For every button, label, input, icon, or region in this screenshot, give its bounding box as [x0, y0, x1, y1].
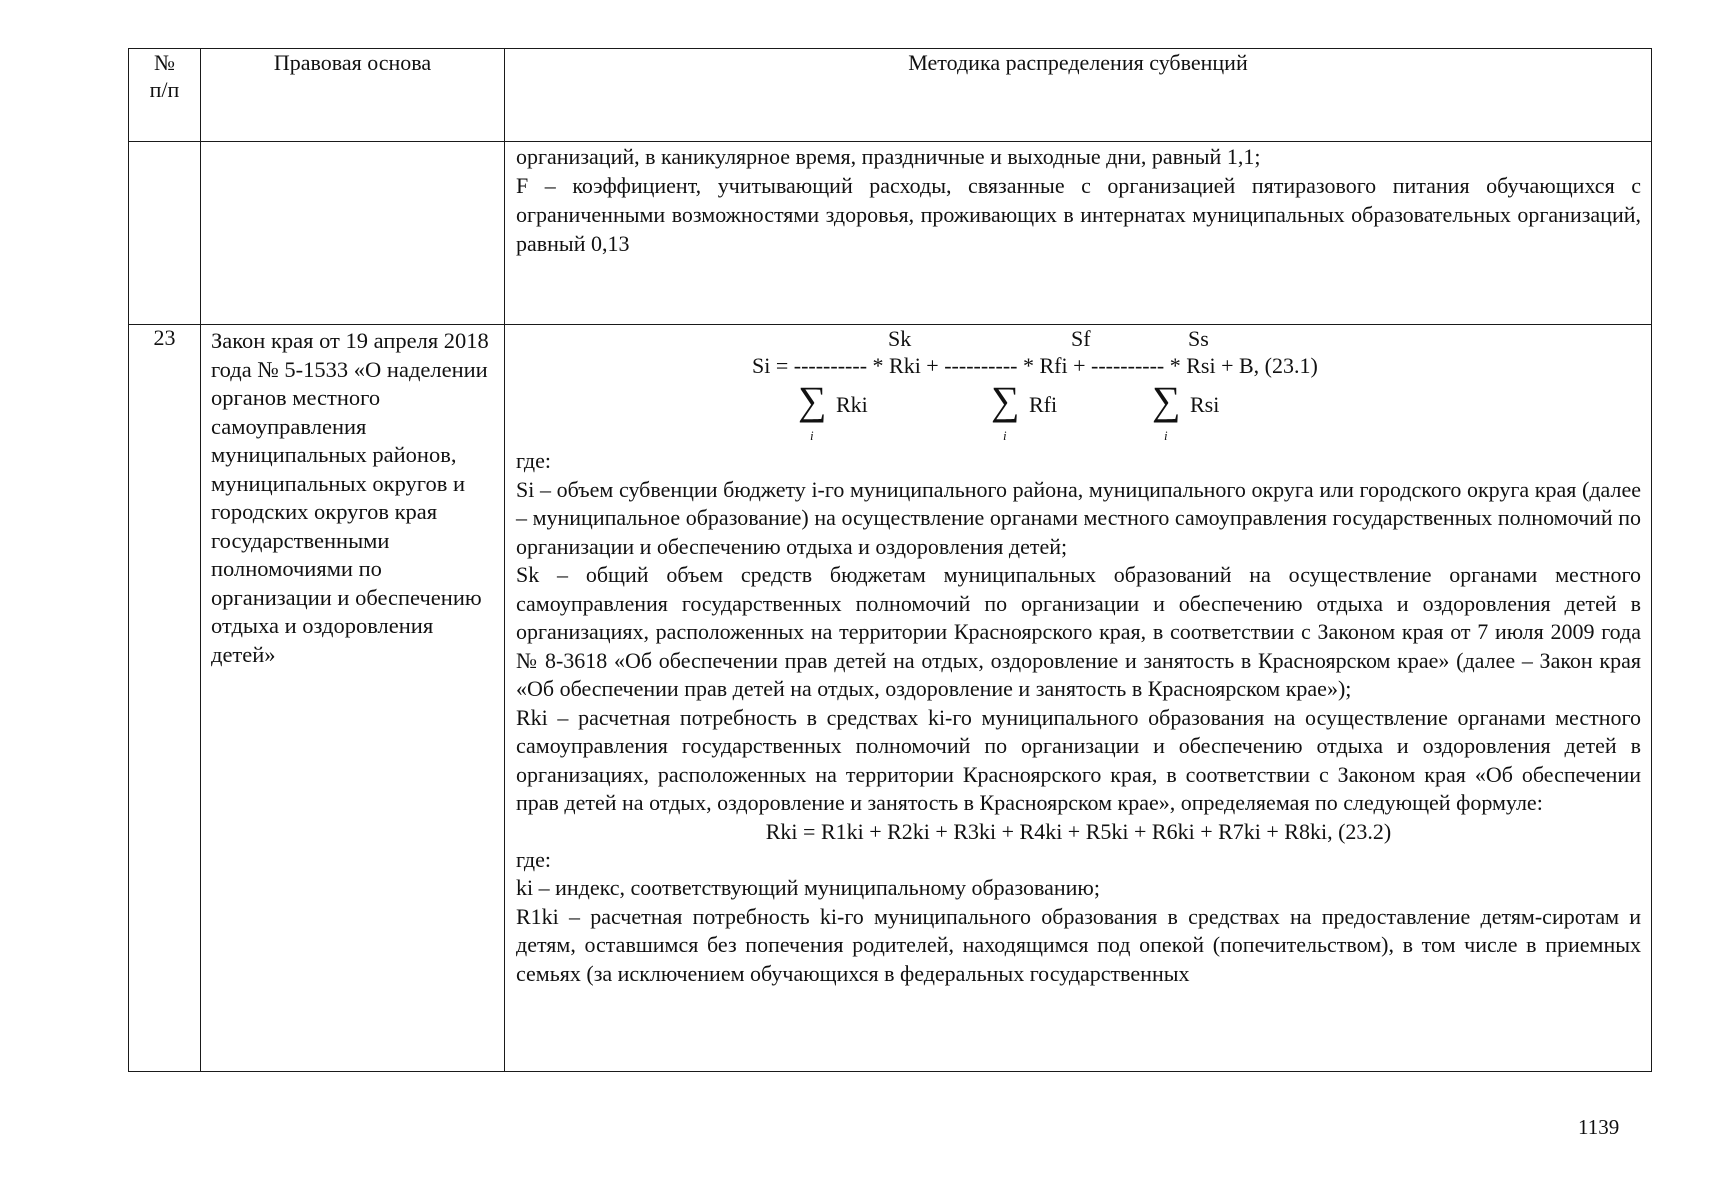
numerator-ss: Ss [1188, 326, 1209, 351]
prev-row-law-cell [201, 142, 505, 325]
denominator-rfi: Rfi [1029, 392, 1058, 417]
header-legal-basis: Правовая основа [201, 49, 505, 142]
continued-text [505, 142, 1651, 258]
table-row [129, 142, 1652, 325]
sigma-symbol: ∑ [991, 378, 1020, 423]
continued-line: организаций, в каникулярное время, праздничные и выходные дни, равный 1,1; [516, 144, 1261, 169]
denominator-rsi: Rsi [1190, 392, 1220, 417]
definition-r1ki: R1ki – расчетная потребность ki-го муниципального образования в средствах на предоставление детям-сиротам и детям, оставшимся без попечения родителей, находящимся под опекой (попечительством), в том числе в приемных семьях (за исключением обучающихся в федеральных государственных [516, 903, 1641, 986]
numerator-sf: Sf [1071, 326, 1091, 351]
definition-rki: Rki – расчетная потребность в средствах ki-го муниципального образования на осуществление органами местного самоуправления государственных полномочий по организации и обеспечению отдыха и оздоровления детей в организациях, расположенных на территории Красноярского края, в соответствии с Законом края «Об обеспечении прав детей на отдых, оздоровление и занятость в Красноярском крае», определяемая по следующей формуле: [516, 704, 1641, 815]
sigma-symbol: ∑ [798, 378, 827, 423]
numerator-sk: Sk [888, 326, 912, 351]
law-cell [201, 325, 505, 1072]
subvention-table [128, 48, 1652, 1072]
formula-23-2: Rki = R1ki + R2ki + R3ki + R4ki + R5ki + R6ki + R7ki + R8ki, (23.2) [765, 818, 1392, 844]
formula-23-1 [516, 325, 1641, 447]
where-label: где: [516, 846, 551, 872]
sigma-symbol: ∑ [1152, 378, 1181, 423]
header-methodology: Методика распределения субвенций [505, 49, 1652, 142]
definition-si: Si – объем субвенции бюджету i-го муниципального района, муниципального округа или городского округа края (далее – муниципальное образование) на осуществление органами местного самоуправления государственных полномочий по организации и обеспечению отдыха и оздоровления детей; [516, 476, 1641, 559]
sigma-index: i [1164, 428, 1168, 443]
sigma-index: i [1003, 428, 1007, 443]
where-label: где: [516, 448, 551, 473]
definition-ki: ki – индекс, соответствующий муниципальному образованию; [516, 875, 1100, 900]
table-header-row [129, 49, 1652, 142]
coefficient-f-text: F – коэффициент, учитывающий расходы, связанные с организацией пятиразового питания обучающихся с ограниченными возможностями здоровья, проживающих в интернатах муниципальных образовательных организаций, равный 0,13 [516, 173, 1641, 256]
row-number: 23 [129, 325, 201, 1072]
methodology-cell [505, 325, 1652, 1072]
prev-row-method-cell [505, 142, 1652, 325]
formula-main-line: Si = ---------- * Rki + ---------- * Rfi + ---------- * Rsi + B, (23.1) [752, 353, 1318, 378]
definition-sk: Sk – общий объем средств бюджетам муниципальных образований на осуществление органами местного самоуправления государственных полномочий по организации и обеспечению отдыха и оздоровления детей в организациях, расположенных на территории Красноярского края, в соответствии с Законом края от 7 июля 2009 года № 8-3618 «Об обеспечении прав детей на отдых, оздоровление и занятость в Красноярском крае» (далее – Закон края «Об обеспечении прав детей на отдых, оздоровление и занятость в Красноярском крае»); [516, 562, 1641, 701]
law-text: Закон края от 19 апреля 2018 года № 5-1533 «О наделении органов местного самоуправления муниципальных районов, муниципальных округов и городских округов края государственными полномочиями по организации и обеспечению отдыха и оздоровления детей» [211, 328, 489, 667]
denominator-rki: Rki [836, 392, 868, 417]
sigma-index: i [810, 428, 814, 443]
prev-row-num-cell [129, 142, 201, 325]
header-num: № п/п [129, 49, 201, 142]
table-row [129, 325, 1652, 1072]
page-number: 1139 [1578, 1115, 1620, 1139]
